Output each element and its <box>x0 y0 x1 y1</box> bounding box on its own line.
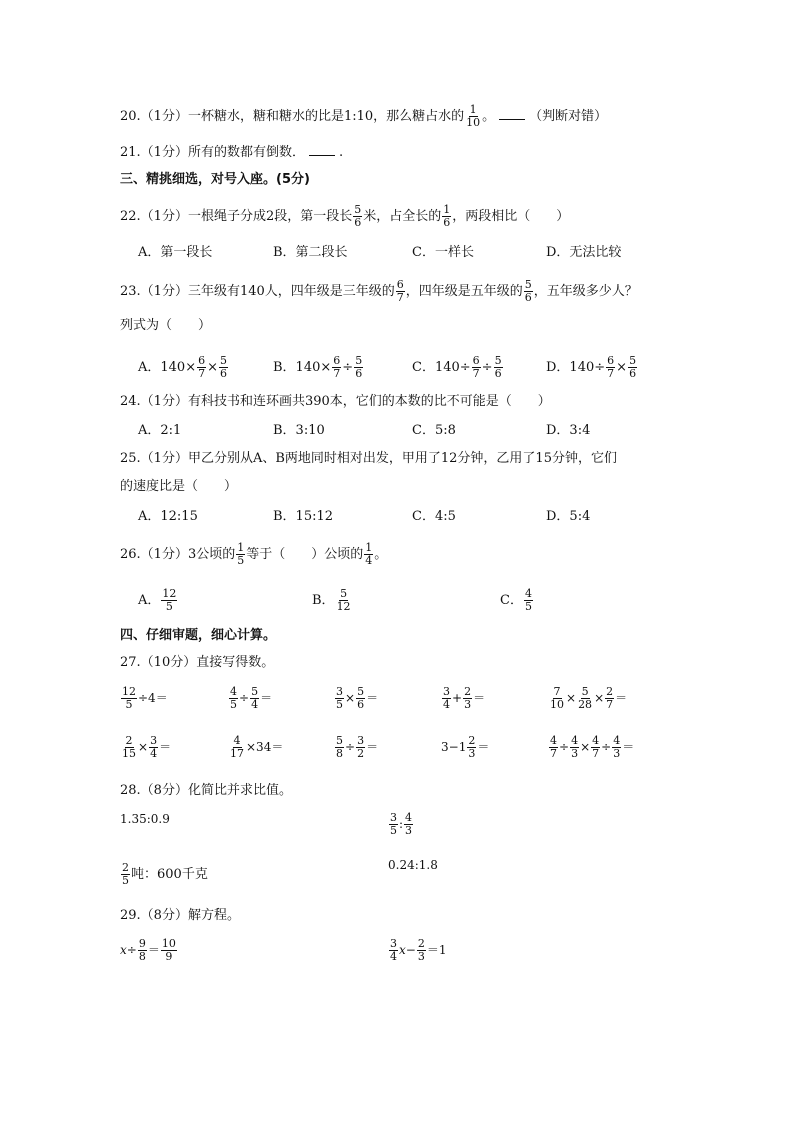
fraction: $\frac{1}{10}$ <box>466 103 481 129</box>
q20-text: 20.（1分）一杯糖水，糖和糖水的比是1:10，那么糖占水的 <box>120 109 465 124</box>
ratio-item: $\frac{2}{5}$ 吨：600千克 <box>122 861 208 887</box>
question-25: 25.（1分）甲乙分别从A、B两地同时相对出发，甲用了12分钟，乙用了15分钟，它们 <box>120 451 617 466</box>
q23-text: 23.（1分）三年级有140人，四年级是三年级的 <box>120 284 395 299</box>
ratio-item: 1.35:0.9 <box>120 812 170 826</box>
calc-item: $\frac{12}{5}$ ÷4＝ <box>122 685 168 711</box>
option-c[interactable]: C．140÷ $\frac{6}{7}$ ÷ $\frac{5}{6}$ <box>412 354 502 380</box>
option-d[interactable]: D．无法比较 <box>546 245 622 260</box>
q20-text-c: （判断对错） <box>529 109 608 124</box>
question-21 <box>120 143 343 162</box>
section-3-heading: 三、精挑细选，对号入座。(5分) <box>120 172 310 187</box>
fraction: $\frac{1}{6}$ <box>443 203 451 229</box>
calc-item: $\frac{5}{8}$ ÷ $\frac{3}{2}$ ＝ <box>336 734 379 760</box>
option-c[interactable]: C． $\frac{4}{5}$ <box>500 587 532 613</box>
option-d[interactable]: D．140÷ $\frac{6}{7}$ × $\frac{5}{6}$ <box>546 354 637 380</box>
option-a[interactable]: A．12:15 <box>138 509 198 524</box>
q20-text-b: 。 <box>482 109 496 124</box>
calc-item: 3−1 $\frac{2}{3}$ ＝ <box>441 734 490 760</box>
q22-text-c: ，两段相比（ ） <box>452 209 570 224</box>
q25-line2: 的速度比是（ ） <box>120 479 238 494</box>
q22-text: 22.（1分）一根绳子分成2段，第一段长 <box>120 209 353 224</box>
option-c[interactable]: C．4:5 <box>412 509 456 524</box>
option-a[interactable]: A．2:1 <box>138 423 182 438</box>
q23-line2: 列式为（ ） <box>120 318 212 333</box>
q22-text-b: 米，占全长的 <box>363 209 442 224</box>
q21-text: 21.（1分）所有的数都有倒数． <box>120 145 305 160</box>
calc-item: $\frac{3}{4}$ + $\frac{2}{3}$ ＝ <box>443 685 486 711</box>
q23-text-c: ，五年级多少人？ <box>533 284 638 299</box>
option-b[interactable]: B． $\frac{5}{12}$ <box>312 587 351 613</box>
answer-blank[interactable] <box>499 107 525 120</box>
option-b[interactable]: B．15:12 <box>273 509 334 524</box>
fraction: $\frac{1}{5}$ <box>237 541 245 567</box>
calc-item: $\frac{3}{5}$ × $\frac{5}{6}$ ＝ <box>336 685 379 711</box>
fraction: $\frac{6}{7}$ <box>396 278 404 304</box>
question-20 <box>120 104 607 129</box>
option-a[interactable]: A．140× $\frac{6}{7}$ × $\frac{5}{6}$ <box>138 354 228 380</box>
option-d[interactable]: D．3:4 <box>546 423 591 438</box>
q26-text-b: 等于（ ）公顷的 <box>246 547 364 562</box>
calc-item: $\frac{7}{10}$ × $\frac{5}{28}$ × $\frac{2}{7}$ ＝ <box>550 685 628 711</box>
answer-blank[interactable] <box>309 143 335 156</box>
calc-item: $\frac{4}{17}$ ×34＝ <box>230 734 284 760</box>
fraction: $\frac{5}{6}$ <box>354 203 362 229</box>
calc-item: $\frac{2}{15}$ × $\frac{3}{4}$ ＝ <box>122 734 172 760</box>
option-b[interactable]: B．第二段长 <box>273 245 348 260</box>
q26-text: 26.（1分）3公顷的 <box>120 547 236 562</box>
calc-item: $\frac{4}{5}$ ÷ $\frac{5}{4}$ ＝ <box>230 685 273 711</box>
q26-text-c: 。 <box>374 547 388 562</box>
question-26 <box>120 542 387 567</box>
q21-text-b: . <box>338 145 344 160</box>
option-a[interactable]: A．第一段长 <box>138 245 213 260</box>
question-23 <box>120 279 638 304</box>
question-29: 29.（8分）解方程。 <box>120 908 240 923</box>
question-24: 24.（1分）有科技书和连环画共390本，它们的本数的比不可能是（ ） <box>120 394 551 409</box>
question-27: 27.（10分）直接写得数。 <box>120 655 275 670</box>
equation-item: $\frac{3}{4}$ x− $\frac{2}{3}$ ＝1 <box>390 937 447 963</box>
fraction: $\frac{5}{6}$ <box>524 278 532 304</box>
q23-text-b: ，四年级是五年级的 <box>405 284 523 299</box>
option-c[interactable]: C．5:8 <box>412 423 456 438</box>
section-4-heading: 四、仔细审题，细心计算。 <box>120 628 277 643</box>
option-a[interactable]: A． $\frac{12}{5}$ <box>138 587 177 613</box>
option-c[interactable]: C．一样长 <box>412 245 474 260</box>
equation-item: x÷ $\frac{9}{8}$ ＝ $\frac{10}{9}$ <box>120 937 176 963</box>
question-28: 28.（8分）化简比并求比值。 <box>120 783 292 798</box>
fraction: $\frac{1}{4}$ <box>365 541 373 567</box>
ratio-item: $\frac{3}{5}$ : $\frac{4}{3}$ <box>390 811 413 837</box>
calc-item: $\frac{4}{7}$ ÷ $\frac{4}{3}$ × $\frac{4}{7}$ ÷ $\frac{4}{3}$ ＝ <box>550 734 635 760</box>
option-b[interactable]: B．140× $\frac{6}{7}$ ÷ $\frac{5}{6}$ <box>273 354 363 380</box>
option-b[interactable]: B．3:10 <box>273 423 325 438</box>
question-22 <box>120 204 569 229</box>
option-d[interactable]: D．5:4 <box>546 509 591 524</box>
ratio-item: 0.24:1.8 <box>388 858 438 872</box>
